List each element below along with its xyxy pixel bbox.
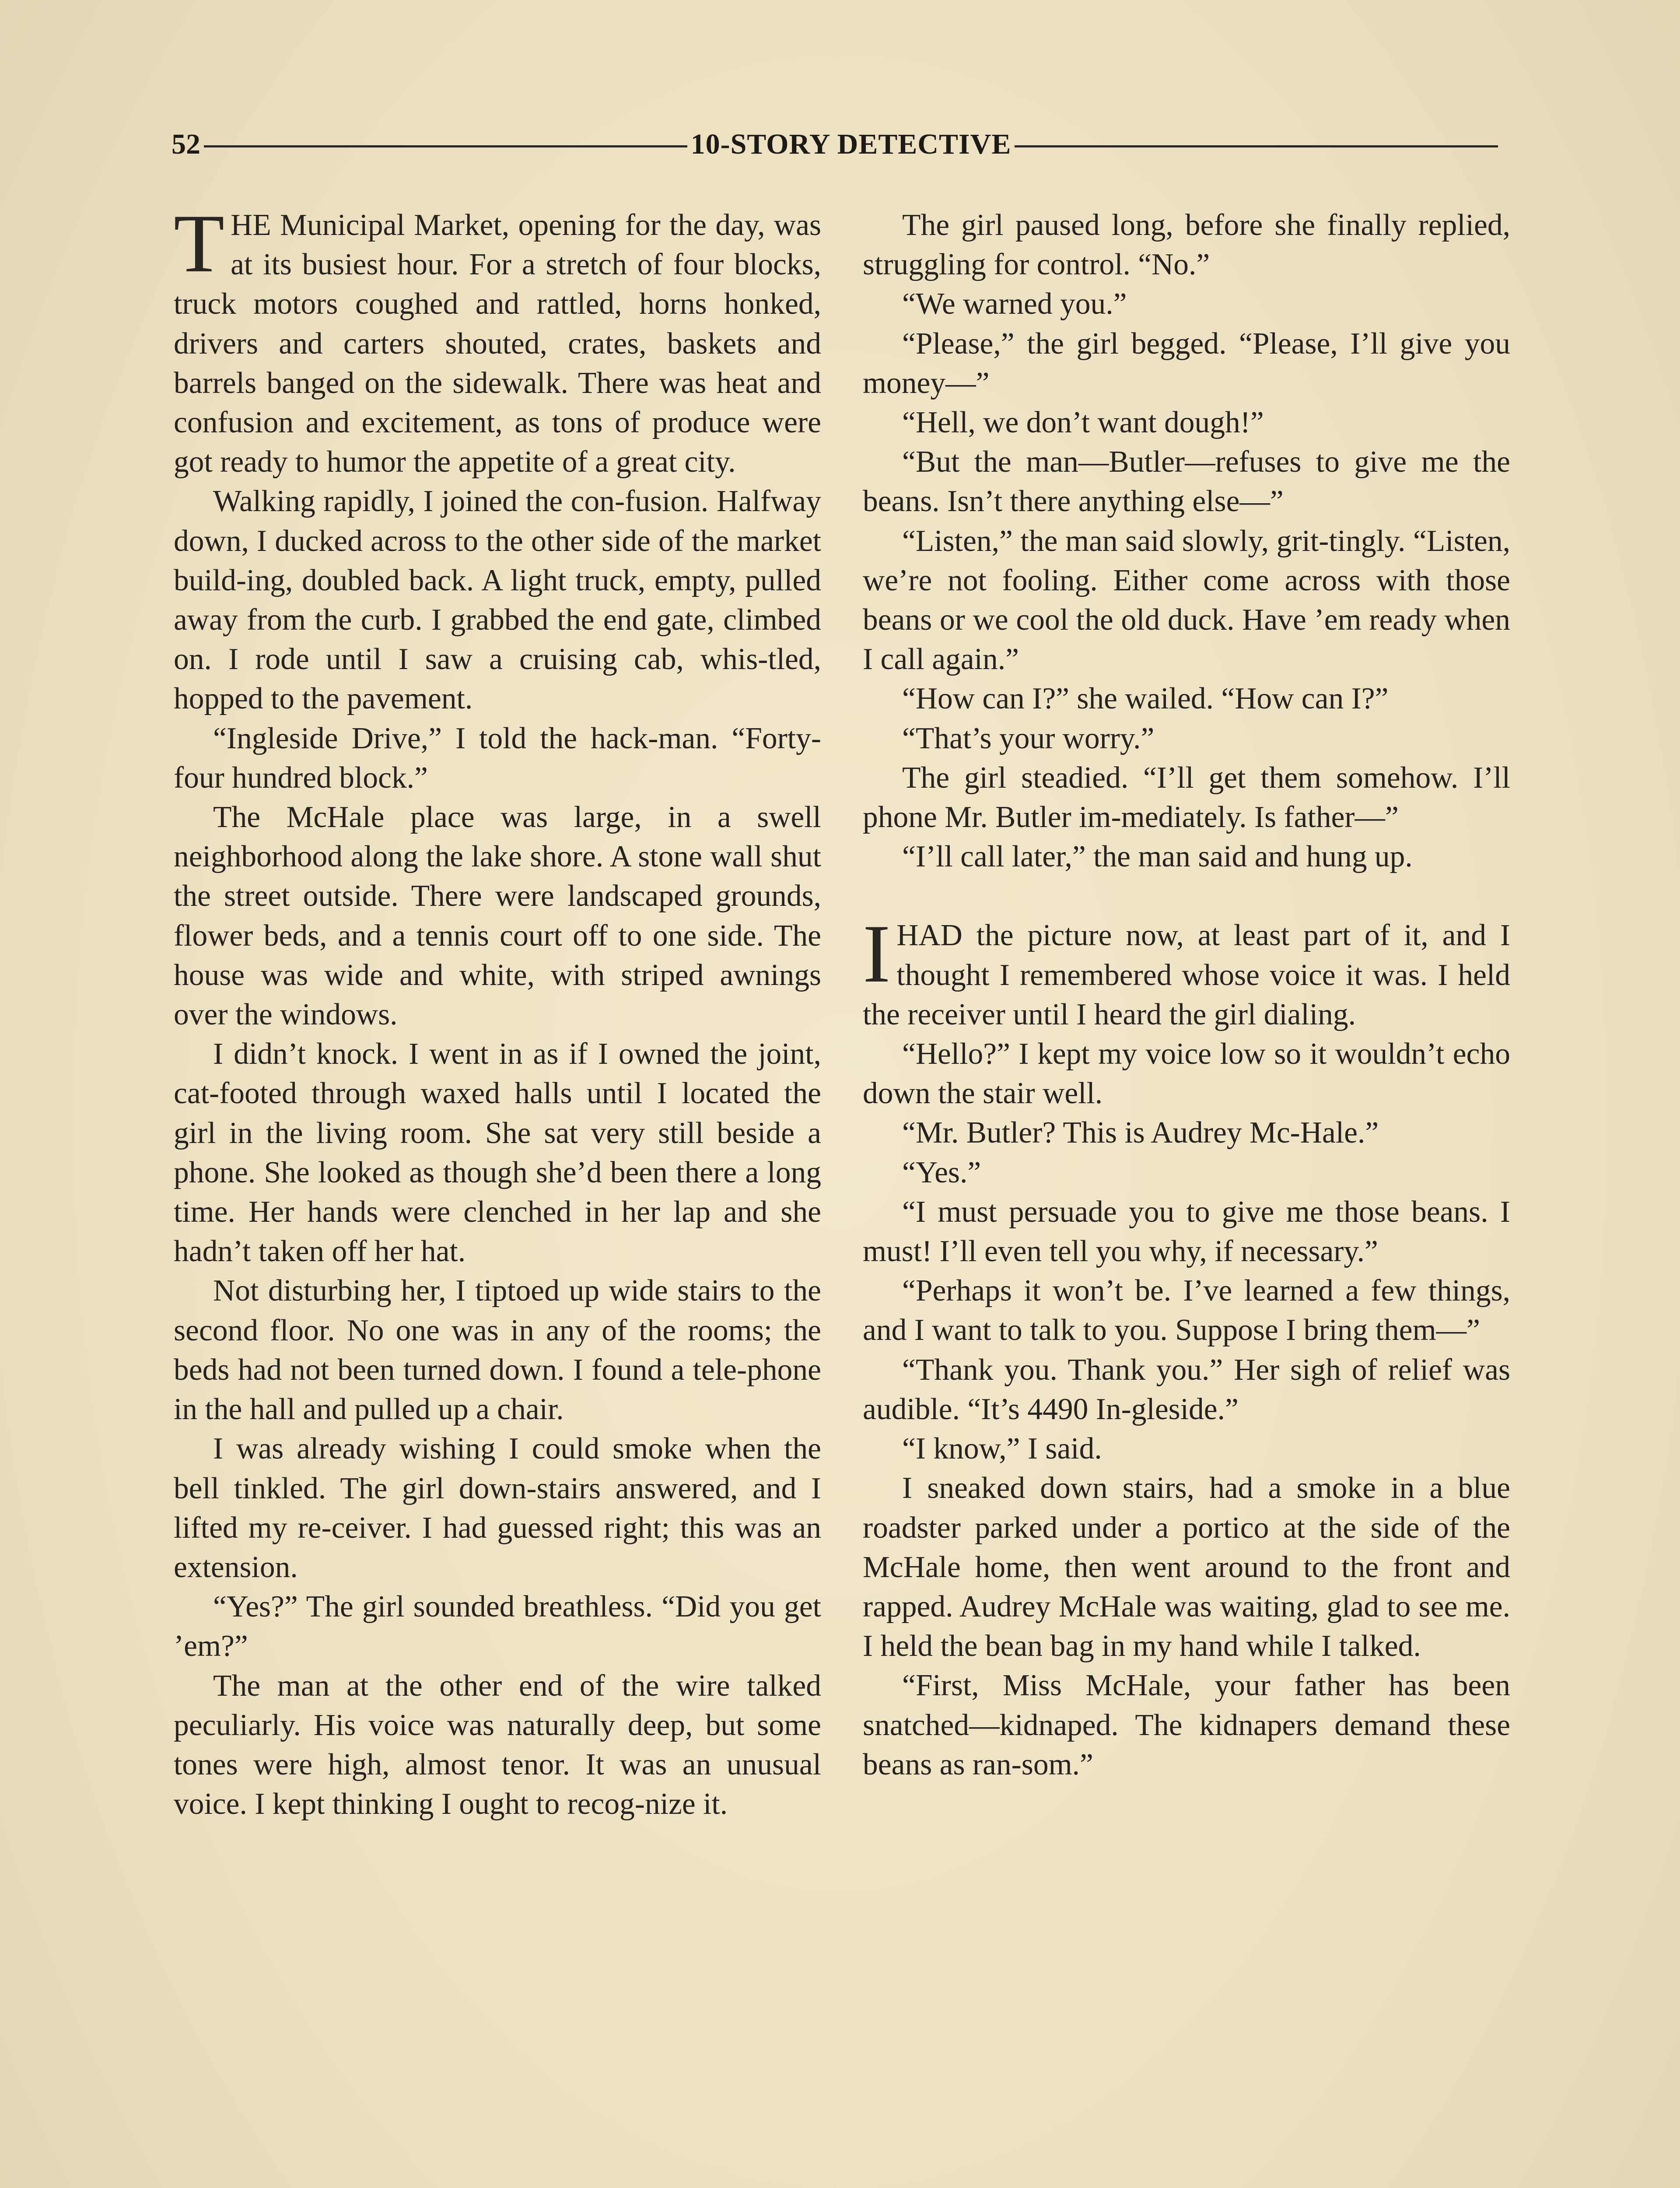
paragraph: “We warned you.” [902,287,1127,321]
paragraph: The girl steadied. “I’ll get them somehow. I’ll phone Mr. Butler im-mediately. Is father—” [863,761,1510,835]
paragraph: “Please,” the girl begged. “Please, I’ll give you money—” [863,326,1510,400]
paragraph: The girl paused long, before she finally replied, struggling for control. “No.” [863,208,1510,282]
paragraph: “Listen,” the man said slowly, grit-tingly. “Listen, we’re not fooling. Either come across with those beans or we cool the old duck. Have ’em ready when I call again.” [863,524,1510,677]
paragraph: “Yes.” [902,1155,981,1189]
paragraph: I didn’t knock. I went in as if I owned the joint, cat-footed through waxed halls until I located the girl in the living room. She sat very still beside a phone. She looked as though she’d been there a long time. Her hands were clenched in her lap and she hadn’t taken off her hat. [174,1037,821,1269]
drop-cap: T [174,198,225,290]
paragraph: Not disturbing her, I tiptoed up wide stairs to the second floor. No one was in any of the rooms; the beds had not been turned down. I found a tele-phone in the hall and pulled up a chair. [174,1274,821,1427]
running-header [172,127,1502,162]
paragraph: “Thank you. Thank you.” Her sigh of relief was audible. “It’s 4490 In-gleside.” [863,1353,1510,1426]
header-rule-right [1015,145,1498,147]
header-rule-left [204,145,687,147]
page-number: 52 [172,128,200,160]
section-break [863,877,1510,916]
paragraph: “I must persuade you to give me those beans. I must! I’ll even tell you why, if necessary.” [863,1195,1510,1269]
paragraph: “First, Miss McHale, your father has been snatched—kidnaped. The kidnapers demand these beans as ran-som.” [863,1669,1510,1781]
paragraph: I sneaked down stairs, had a smoke in a blue roadster parked under a portico at the side of the McHale home, then went around to the front and rapped. Audrey McHale was waiting, glad to see me. I held the bean bag in my hand while I talked. [863,1471,1510,1663]
drop-cap: I [863,908,891,1000]
paragraph: The McHale place was large, in a swell neighborhood along the lake shore. A stone wall shut the street outside. There were landscaped grounds, flower beds, and a tennis court off to one side. The house was wide and white, with striped awnings over the windows. [174,800,821,1032]
left-column [174,198,821,1824]
paragraph: I was already wishing I could smoke when the bell tinkled. The girl down-stairs answered, and I lifted my re-ceiver. I had guessed right; this was an extension. [174,1432,821,1584]
paragraph: “But the man—Butler—refuses to give me the beans. Isn’t there anything else—” [863,445,1510,519]
paragraph: The man at the other end of the wire talked peculiarly. His voice was naturally deep, but some tones were high, almost tenor. It was an unusual voice. I kept thinking I ought to recog-nize it. [174,1669,821,1821]
paragraph: “Yes?” The girl sounded breathless. “Did you get ’em?” [174,1590,821,1663]
paragraph: “Ingleside Drive,” I told the hack-man. “Forty-four hundred block.” [174,721,821,795]
paragraph: “Hell, we don’t want dough!” [902,406,1264,440]
paragraph: “How can I?” she wailed. “How can I?” [902,682,1389,716]
paragraph: “That’s your worry.” [902,721,1155,755]
paragraph: “Mr. Butler? This is Audrey Mc-Hale.” [902,1116,1379,1150]
paragraph: “I know,” I said. [902,1432,1102,1466]
paragraph: Walking rapidly, I joined the con-fusion. Halfway down, I ducked across to the other side of the market build-ing, doubled back. A light truck, empty, pulled away from the curb. I grabbed the end gate, climbed on. I rode until I saw a cruising cab, whis-tled, hopped to the pavement. [174,484,821,716]
paragraph: THE Municipal Market, opening for the day, was at its busiest hour. For a stretch of four blocks, truck motors coughed and rattled, horns honked, drivers and carters shouted, crates, baskets and barrels banged on the sidewalk. There was heat and confusion and excitement, as tons of produce were got ready to humor the appetite of a great city. [174,198,821,479]
magazine-title: 10-STORY DETECTIVE [690,128,1012,160]
paragraph: “Hello?” I kept my voice low so it wouldn’t echo down the stair well. [863,1037,1510,1111]
paragraph: “I’ll call later,” the man said and hung up. [902,840,1413,874]
paragraph: IHAD the picture now, at least part of it, and I thought I remembered whose voice it was. I held the receiver until I heard the girl dialing. [863,908,1510,1031]
paragraph: “Perhaps it won’t be. I’ve learned a few things, and I want to talk to you. Suppose I bring them—” [863,1274,1510,1347]
right-column [863,206,1510,1785]
